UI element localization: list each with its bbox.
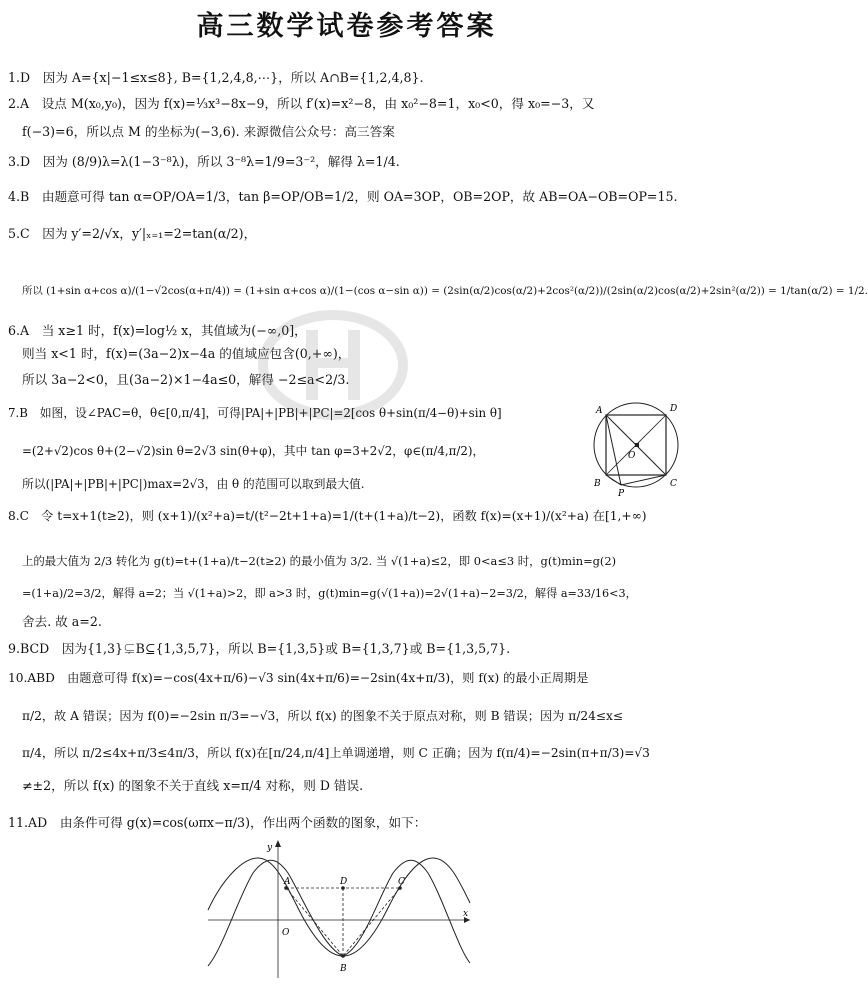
page-title: 高三数学试卷参考答案 (196, 11, 497, 42)
answer-line-6-cont2: 所以 3a−2<0，且(3a−2)×1−4a≤0，解得 −2≤a<2/3. (22, 372, 350, 387)
answer-line-5-cont: 所以 (1+sin α+cos α)/(1−√2cos(α+π/4)) = (1+sin α+cos α)/(1−(cos α−sin α)) = (2sin(α/2)cos(α/2)+2cos²(α/2))/(2sin(α/2)cos(α/2)+2sin²(α/2)) = 1/tan(α/2) = 1/2. (22, 285, 868, 297)
fig7-label-C: C (670, 479, 677, 489)
fig7-label-P: P (618, 489, 625, 499)
fig7-label-A: A (596, 406, 603, 416)
answer-line-10-cont1: π/2，故 A 错误；因为 f(0)=−2sin π/3=−√3，所以 f(x) 的图象不关于原点对称，则 B 错误；因为 π/24≤x≤ (22, 709, 624, 723)
fig11-label-B: B (340, 964, 347, 974)
fig11-label-D: D (340, 877, 348, 887)
answer-line-10: 10.ABD 由题意可得 f(x)=−cos(4x+π/6)−√3 sin(4x+π/6)=−2sin(4x+π/3)，则 f(x) 的最小正周期是 (8, 671, 589, 685)
answer-line-4: 4.B 由题意可得 tan α=OP/OA=1/3，tan β=OP/OB=1/2，则 OA=3OP，OB=2OP，故 AB=OA−OB=OP=15. (8, 189, 678, 204)
fig11-axis-x: x (463, 909, 469, 919)
answer-line-5: 5.C 因为 y′=2/√x，y′|ₓ₌₁=2=tan(α/2)， (8, 226, 257, 241)
answer-line-7-cont1: =(2+√2)cos θ+(2−√2)sin θ=2√3 sin(θ+φ)，其中 tan φ=3+2√2，φ∈(π/4,π/2)， (22, 444, 485, 458)
answer-line-2: 2.A 设点 M(x₀,y₀)，因为 f(x)=⅓x³−8x−9，所以 f′(x)=x²−8，由 x₀²−8=1，x₀<0，得 x₀=−3，又 (8, 96, 595, 111)
answer-line-6: 6.A 当 x≥1 时，f(x)=log½ x，其值域为(−∞,0]， (8, 323, 307, 338)
square-circle-figure (588, 398, 688, 498)
watermark-logo (258, 310, 408, 420)
answer-line-8-cont1: 上的最大值为 2/3 转化为 g(t)=t+(1+a)/t−2(t≥2) 的最小值为 3/2. 当 √(1+a)≤2，即 0<a≤3 时，g(t)min=g(2) (22, 554, 617, 568)
answer-line-10-cont3: ≠±2，所以 f(x) 的图象不关于直线 x=π/4 对称，则 D 错误. (22, 778, 364, 793)
fig11-label-O: O (282, 928, 290, 938)
answer-line-10-cont2: π/4，所以 π/2≤4x+π/3≤4π/3，所以 f(x)在[π/24,π/4]上单调递增，则 C 正确；因为 f(π/4)=−2sin(π+π/3)=√3 (22, 746, 650, 760)
fig11-axis-y: y (267, 843, 273, 853)
fig7-label-B: B (594, 479, 601, 489)
answer-line-6-cont1: 则当 x<1 时，f(x)=(3a−2)x−4a 的值域应包含(0,+∞)， (22, 346, 351, 361)
fig11-label-A: A (284, 877, 291, 887)
answer-line-7: 7.B 如图，设∠PAC=θ，θ∈[0,π/4]，可得|PA|+|PB|+|PC|=2[cos θ+sin(π/4−θ)+sin θ] (8, 406, 502, 420)
fig11-label-C: C (398, 877, 405, 887)
answer-line-2-cont: f(−3)=6，所以点 M 的坐标为(−3,6). 来源微信公众号：高三答案 (22, 124, 395, 139)
fig7-label-O: O (628, 451, 636, 461)
answer-line-9: 9.BCD 因为{1,3}⊊B⊆{1,3,5,7}，所以 B={1,3,5}或 B={1,3,7}或 B={1,3,5,7}. (8, 641, 511, 656)
answer-line-7-cont2: 所以(|PA|+|PB|+|PC|)max=2√3，由 θ 的范围可以取到最大值. (22, 477, 365, 491)
answer-line-11: 11.AD 由条件可得 g(x)=cos(ωπx−π/3)，作出两个函数的图象，如下： (8, 815, 427, 830)
answer-line-8-cont2: =(1+a)/2=3/2，解得 a=2；当 √(1+a)>2，即 a>3 时，g(t)min=g(√(1+a))=2√(1+a)−2=3/2，解得 a=33/16<3， (22, 587, 637, 600)
answer-line-3: 3.D 因为 (8/9)λ=λ(1−3⁻⁸λ)，所以 3⁻⁸λ=1/9=3⁻²，解得 λ=1/4. (8, 154, 400, 169)
fig7-label-D: D (670, 404, 678, 414)
answer-line-8: 8.C 令 t=x+1(t≥2)，则 (x+1)/(x²+a)=t/(t²−2t+1+a)=1/(t+(1+a)/t−2)，函数 f(x)=(x+1)/(x²+a) 在[1,+∞) (8, 509, 647, 523)
answer-line-8-cont3: 舍去. 故 a=2. (22, 614, 102, 629)
cosine-graph-figure (208, 838, 478, 978)
answer-line-1: 1.D 因为 A={x|−1≤x≤8}, B={1,2,4,8,⋯}，所以 A∩B={1,2,4,8}. (8, 70, 424, 85)
